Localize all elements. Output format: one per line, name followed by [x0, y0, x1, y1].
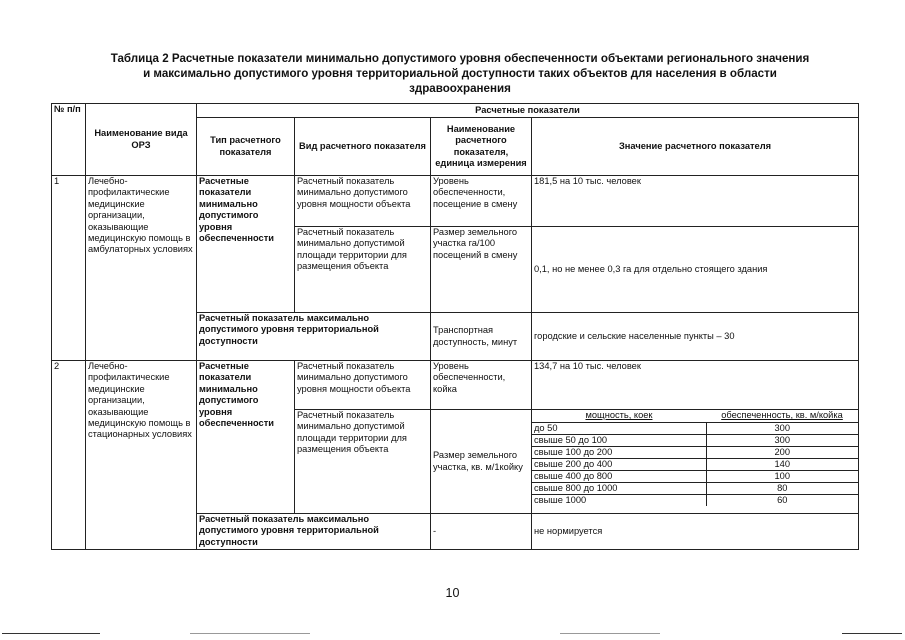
scan-edge-line	[560, 633, 660, 634]
subtable-header-capacity: мощность, коек	[532, 410, 706, 422]
scan-edge-line	[190, 633, 310, 634]
row2-kind2: Расчетный показатель минимально допустимой площади территории для размещения объекта	[295, 410, 431, 514]
row2-value3: не нормируется	[532, 514, 859, 550]
subtable-capacity: свыше 1000	[534, 494, 587, 505]
subtable-provision: 80	[706, 482, 858, 494]
title-line-1: Таблица 2 Расчетные показатели минимально допустимого уровня обеспеченности объектами регионального значения	[110, 52, 810, 65]
row2-num: 2	[52, 361, 86, 550]
row1-max-label: Расчетный показатель максимально допустимого уровня территориальной доступности	[197, 313, 431, 361]
title-line-2: и максимально допустимого уровня территориальной доступности таких объектов для населения в области	[143, 67, 777, 80]
header-num: № п/п	[52, 104, 86, 176]
row2-name: Лечебно-профилактические медицинские организации, оказывающие медицинскую помощь в стационарных условиях	[86, 361, 197, 550]
row1-name: Лечебно-профилактические медицинские организации, оказывающие медицинскую помощь в амбулаторных условиях	[86, 176, 197, 361]
title-line-3: здравоохранения	[409, 82, 511, 95]
subtable-capacity: свыше 400 до 800	[532, 470, 706, 482]
header-name: Наименование вида ОРЗ	[86, 104, 197, 176]
header-unit: Наименование расчетного показателя, единица измерения	[431, 118, 532, 176]
row1-kind1: Расчетный показатель минимально допустимого уровня мощности объекта	[295, 176, 431, 227]
subtable-provision: 300	[706, 422, 858, 434]
row1-kind2: Расчетный показатель минимально допустимой площади территории для размещения объекта	[295, 227, 431, 313]
row2-unit3: -	[431, 514, 532, 550]
header-group: Расчетные показатели	[197, 104, 859, 118]
subtable-capacity: свыше 100 до 200	[532, 446, 706, 458]
page-number: 10	[445, 586, 460, 600]
row1-unit1: Уровень обеспеченности, посещение в смену	[431, 176, 532, 227]
row2-unit1: Уровень обеспеченности, койка	[431, 361, 532, 410]
subtable-provision: 200	[706, 446, 858, 458]
row1-num: 1	[52, 176, 86, 361]
subtable-provision: 300	[706, 434, 858, 446]
row2-value2-subtable-cell	[532, 410, 859, 514]
subtable-capacity: до 50	[532, 422, 706, 434]
subtable-capacity: свыше 200 до 400	[532, 458, 706, 470]
subtable-provision: 140	[706, 458, 858, 470]
row1-value3: городские и сельские населенные пункты – 30	[532, 313, 859, 361]
subtable-capacity: свыше 800 до 1000	[532, 482, 706, 494]
row1-type: Расчетные показатели минимально допустимого уровня обеспеченности	[197, 176, 295, 313]
row1-unit3: Транспортная доступность, минут	[431, 313, 532, 361]
subtable-capacity: свыше 50 до 100	[532, 434, 706, 446]
header-kind: Вид расчетного показателя	[295, 118, 431, 176]
row1-unit2: Размер земельного участка га/100 посещений в смену	[431, 227, 532, 313]
scan-edge-line	[2, 633, 100, 634]
indicators-table	[51, 103, 859, 550]
row2-type: Расчетные показатели минимально допустимого уровня обеспеченности	[197, 361, 295, 514]
row2-max-label: Расчетный показатель максимально допустимого уровня территориальной доступности	[197, 514, 431, 550]
header-type: Тип расчетного показателя	[197, 118, 295, 176]
subtable-provision: 100	[706, 470, 858, 482]
subtable-header-provision: обеспеченность, кв. м/койка	[706, 410, 858, 422]
table-title	[40, 51, 880, 96]
land-area-subtable	[532, 410, 858, 506]
row1-value2: 0,1, но не менее 0,3 га для отдельно стоящего здания	[532, 227, 859, 313]
row1-value1: 181,5 на 10 тыс. человек	[532, 176, 859, 227]
scan-edge-line	[842, 633, 902, 634]
subtable-provision: 60	[706, 494, 858, 506]
row2-unit2: Размер земельного участка, кв. м/1койку	[431, 410, 532, 514]
row2-value1: 134,7 на 10 тыс. человек	[532, 361, 859, 410]
row2-kind1: Расчетный показатель минимально допустимого уровня мощности объекта	[295, 361, 431, 410]
header-value: Значение расчетного показателя	[532, 118, 859, 176]
